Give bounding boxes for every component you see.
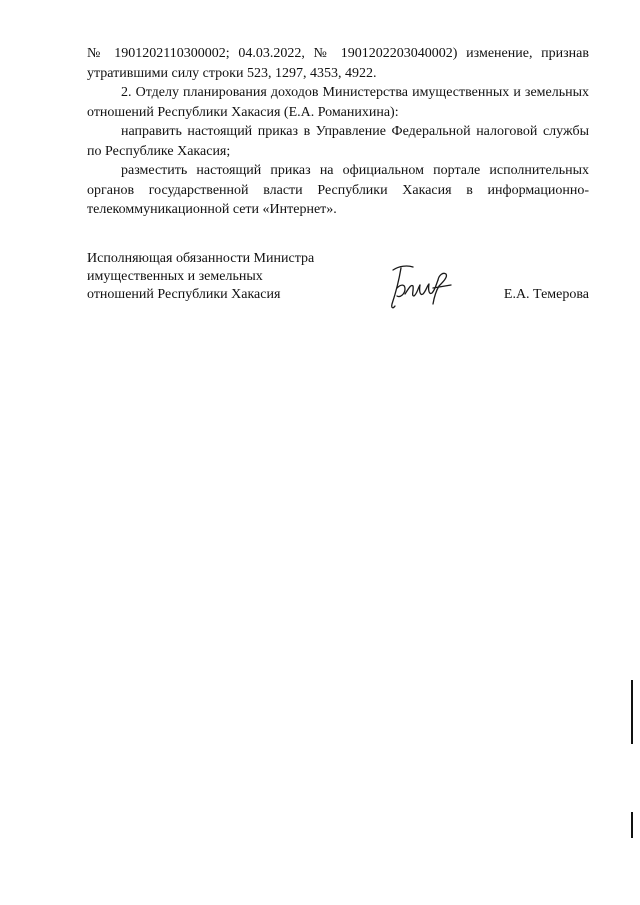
signatory-title-line: Исполняющая обязанности Министра (87, 251, 315, 266)
signatory-title-line: имущественных и земельных (87, 269, 263, 284)
paragraph-continuation: № 1901202110300002; 04.03.2022, № 1901202203040002) изменение, признав утратившими силу строки 523, 1297, 4353, 4922. (87, 46, 589, 81)
signatory-title (87, 250, 347, 304)
paragraph-publish-order: разместить настоящий приказ на официальном портале исполнительных органов государственной власти Республики Хакасия в информационно-телекоммуникационной сети «Интернет». (87, 163, 589, 217)
scan-edge-mark (631, 680, 633, 744)
signatory-name: Е.А. Темерова (503, 287, 589, 302)
handwritten-signature-icon (383, 258, 459, 314)
signatory-title-line: отношений Республики Хакасия (87, 287, 281, 302)
scan-edge-mark (631, 812, 633, 838)
paragraph-item-2: 2. Отделу планирования доходов Министерства имущественных и земельных отношений Республики Хакасия (Е.А. Романихина): (87, 85, 589, 120)
paragraph-send-order: направить настоящий приказ в Управление Федеральной налоговой службы по Республике Хакасия; (87, 124, 589, 159)
signature-block (87, 250, 589, 320)
document-body (87, 44, 589, 220)
